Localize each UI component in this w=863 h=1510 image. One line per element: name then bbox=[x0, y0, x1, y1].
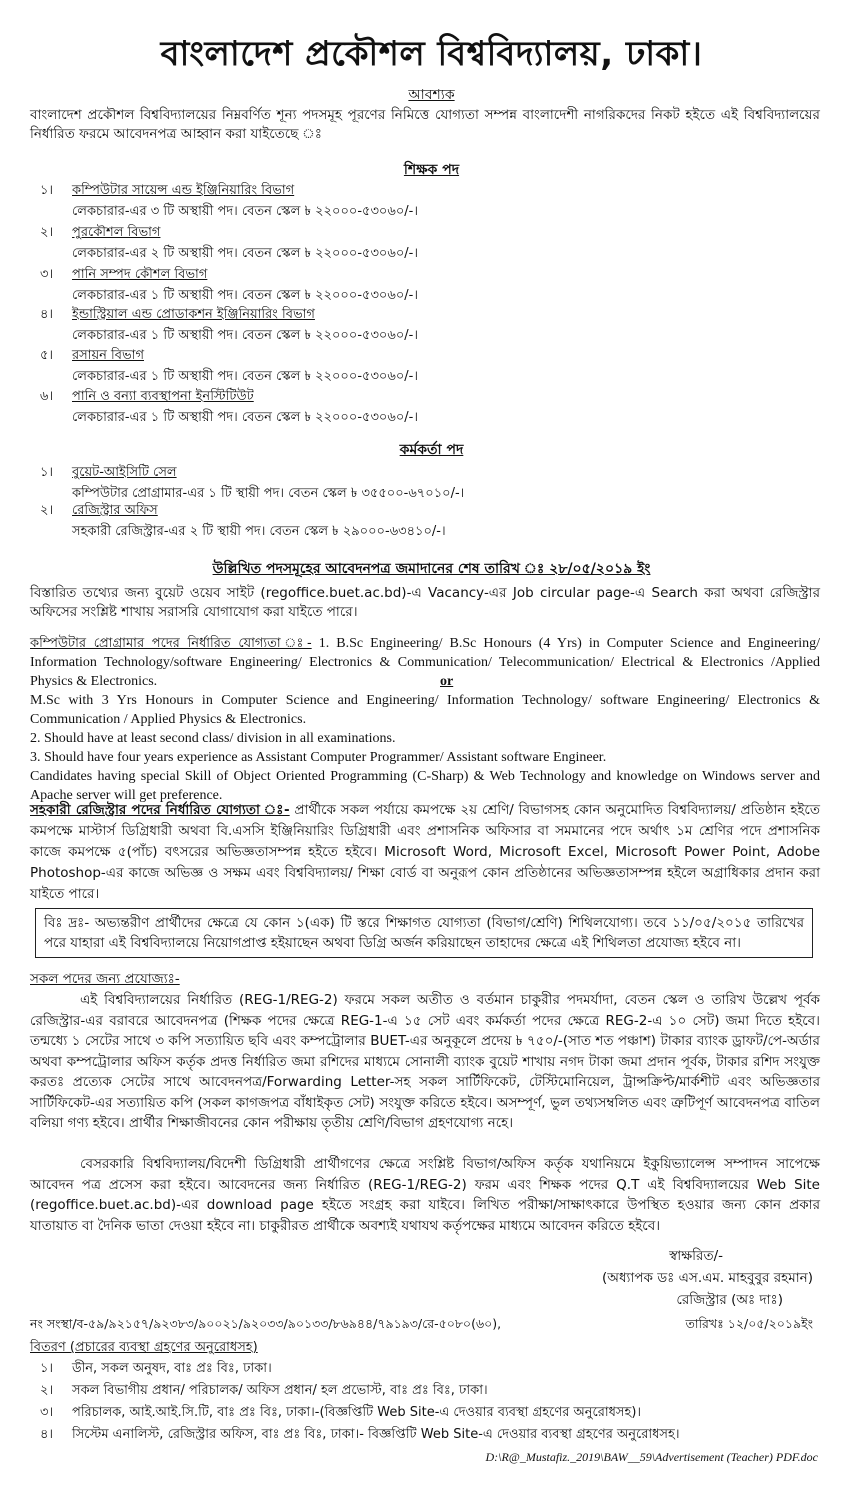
signatory-name: (অধ্যাপক ডঃ এস.এম. মাহবুবুর রহমান) bbox=[601, 1270, 813, 1286]
file-path: D:\R@_Mustafiz._2019\BAW__59\Advertisement (Teacher) PDF.doc bbox=[485, 1450, 818, 1464]
applicable-heading: সকল পদের জন্য প্রযোজ্যঃ- bbox=[30, 971, 180, 987]
programmer-qual-label: কম্পিউটার প্রোগ্রামার পদের নির্ধারিত যোগ্যতা ঃ- bbox=[30, 636, 312, 651]
signed-label: স্বাক্ষরিত/- bbox=[669, 1248, 723, 1264]
teacher-item: ৩। পানি সম্পদ কৌশল বিভাগ লেকচারার-এর ১ টি অস্থায়ী পদ। বেতন স্কেল ৳ ২২০০০-৫৩০৬০/-। bbox=[40, 267, 418, 303]
officer-item: ২। রেজিস্ট্রার অফিস সহকারী রেজিস্ট্রার-এর ২ টি স্থায়ী পদ। বেতন স্কেল ৳ ২৯০০০-৬৩৪১০/-। bbox=[40, 503, 446, 539]
officer-section-heading: কর্মকর্তা পদ bbox=[399, 442, 464, 458]
or-label: or bbox=[440, 674, 454, 689]
programmer-qualification: কম্পিউটার প্রোগ্রামার পদের নির্ধারিত যোগ্যতা ঃ- 1. B.Sc Engineering/ B.Sc Honours (4 Yrs) in Computer Science and Engineering/ Information Technology/software Engineering/ Electronics & Communication/ Telecommunication/ Electrical & Electronics /Applied Physics & Electronics. or M.Sc with 3 Yrs Honours in Computer Science and Engineering/ Information Technology/ software Engineering/ Electronics & Communication / Applied Physics & Electronics. 2. Should have at least second class/ division in all examinations. 3. Should have four years experience as Assistant Computer Programmer/ Assistant software Engineer. Candidates having special Skill of Object Oriented Programming (C-Sharp) & Web Technology and knowledge on Windows server and Apache server will get preference. bbox=[30, 636, 821, 803]
applicable-paragraph-1: এই বিশ্ববিদ্যালয়ের নির্ধারিত (REG-1/REG-2) ফরমে সকল অতীত ও বর্তমান চাকুরীর পদমর্যাদা, বেতন স্কেল ও তারিখ উল্লেখ পূর্বক রেজিস্ট্রার-এর বরাবরে আবেদনপত্র (শিক্ষক পদের ক্ষেত্রে REG-1-এ ১৫ সেট এবং কর্মকর্তা পদের ক্ষেত্রে REG-2-এ ১০ সেট) জমা দিতে হইবে। তন্মধ্যে ১ সেটের সাথে ৩ কপি সত্যায়িত ছবি এবং কম্পট্রোলার BUET-এর অনুকূলে প্রদেয় ৳ ৭৫০/-(সাত শত পঞ্চাশ) টাকার ব্যাংক ড্রাফট/পে-অর্ডার অথবা কম্পট্রোলার অফিস কর্তৃক প্রদত্ত নির্ধারিত জমা রশিদের মাধ্যমে সোনালী ব্যাংক বুয়েট শাখায় নগদ টাকা জমা প্রদান পূর্বক, টাকার রশিদ সংযুক্ত করতঃ প্রত্যেক সেটের সাথে আবেদনপত্র/Forwarding Letter-সহ সকল সার্টিফিকেট, টেস্টিমোনিয়েল, ট্রান্সক্রিপ্ট/মার্কশীট এবং অভিজ্ঞতার সার্টিফিকেট-এর সত্যায়িত কপি (সকল কাগজপত্র বাঁধাইকৃত সেট) সংযুক্ত করিতে হইবে। অসম্পূর্ণ, ভুল তথ্যসম্বলিত এবং ত্রুটিপূর্ণ আবেদনপত্র বাতিল বলিয়া গণ্য হইবে। প্রার্থীর শিক্ষাজীবনের কোন পরীক্ষায় তৃতীয় শ্রেণি/বিভাগ গ্রহণযোগ্য নহে। bbox=[30, 992, 820, 1131]
applicable-paragraph-2: বেসরকারি বিশ্ববিদ্যালয়/বিদেশী ডিগ্রিধারী প্রার্থীগণের ক্ষেত্রে সংশ্লিষ্ট বিভাগ/অফিস কর্তৃক যথানিয়মে ইকুয়িভ্যালেন্স সম্পাদন সাপেক্ষে আবেদন পত্র প্রসেস করা হইবে। আবেদনের জন্য নির্ধারিত (REG-1/REG-2) ফরম এবং শিক্ষক পদের Q.T এই বিশ্ববিদ্যালয়ের Web Site (regoffice.buet.ac.bd)-এর download page হইতে সংগ্রহ করা যাইবে। লিখিত পরীক্ষা/সাক্ষাৎকারে উপস্থিত হওয়ার জন্য কোন প্রকার যাতায়াত বা দৈনিক ভাতা দেওয়া হইবে না। চাকুরীরত প্রার্থীকে অবশ্যই যথাযথ কর্তৃপক্ষের মাধ্যমে আবেদন করিতে হইবে। bbox=[30, 1156, 820, 1234]
asst-registrar-qualification: সহকারী রেজিস্ট্রার পদের নির্ধারিত যোগ্যতা ঃ- প্রার্থীকে সকল পর্যায়ে কমপক্ষে ২য় শ্রেণি/ বিভাগসহ কোন অনুমোদিত বিশ্ববিদ্যালয়/ প্রতিষ্ঠান হইতে কমপক্ষে মাস্টার্স ডিগ্রিধারী অথবা বি.এসসি ইঞ্জিনিয়ারিং ডিগ্রিধারী এবং প্রশাসনিক অফিসার বা সমমানের পদে অর্থাৎ ১ম শ্রেণির পদে প্রশাসনিক কাজে কমপক্ষে ৫(পাঁচ) বৎসরের অভিজ্ঞতাসম্পন্ন হইতে হইবে। Microsoft Word, Microsoft Excel, Microsoft Power Point, Adobe Photoshop-এর কাজে অভিজ্ঞ ও সক্ষম এবং বিশ্ববিদ্যালয়/ শিক্ষা বোর্ড বা অনুরূপ কোন প্রতিষ্ঠানের অভিজ্ঞতাসম্পন্ন হইলে অগ্রাধিকার প্রদান করা যাইতে পারে। bbox=[30, 802, 820, 902]
memo-number: নং সংস্থা/ব-৫৯/৯২১৫৭/৯২৩৮৩/৯০০২১/৯২০৩৩/৯০১৩৩/৮৬৯৪৪/৭৯১৯৩/রে-৫০৮০(৬০), bbox=[30, 1316, 502, 1331]
memo-date: তারিখঃ ১২/০৫/২০১৯ইং bbox=[685, 1316, 813, 1331]
deadline: উল্লিখিত পদসমূহের আবেদনপত্র জমাদানের শেষ তারিখ ঃ ২৮/০৫/২০১৯ ইং bbox=[212, 561, 651, 577]
asst-registrar-qual-label: সহকারী রেজিস্ট্রার পদের নির্ধারিত যোগ্যতা ঃ- bbox=[30, 802, 290, 818]
distribution-item: ১। ডীন, সকল অনুষদ, বাঃ প্রঃ বিঃ, ঢাকা। bbox=[40, 1361, 272, 1376]
teacher-item: ২। পুরকৌশল বিভাগ লেকচারার-এর ২ টি অস্থায়ী পদ। বেতন স্কেল ৳ ২২০০০-৫৩০৬০/-। bbox=[40, 225, 419, 261]
teacher-item: ৬। পানি ও বন্যা ব্যবস্থাপনা ইনস্টিটিউট লেকচারার-এর ১ টি অস্থায়ী পদ। বেতন স্কেল ৳ ২২০০০-৫৩০৬০/-। bbox=[40, 389, 418, 425]
teacher-item: ৫। রসায়ন বিভাগ লেকচারার-এর ১ টি অস্থায়ী পদ। বেতন স্কেল ৳ ২২০০০-৫৩০৬০/-। bbox=[40, 348, 418, 384]
note-box: বিঃ দ্রঃ- অভ্যন্তরীণ প্রার্থীদের ক্ষেত্রে যে কোন ১(এক) টি স্তরে শিক্ষাগত যোগ্যতা (বিভাগ/শ্রেণি) শিথিলযোগ্য। তবে ১১/০৫/২০১৫ তারিখের পরে যাহারা এই বিশ্ববিদ্যালয়ে নিয়োগপ্রাপ্ত হইয়াছেন অথবা ডিগ্রি অর্জন করিয়াছেন তাহাদের ক্ষেত্রে এই শিথিলতা প্রযোজ্য হইবে না। bbox=[35, 908, 813, 958]
page-title: বাংলাদেশ প্রকৌশল বিশ্ববিদ্যালয়, ঢাকা। bbox=[160, 34, 703, 74]
teacher-section-heading: শিক্ষক পদ bbox=[403, 162, 460, 178]
teacher-item: ৪। ইন্ডাস্ট্রিয়াল এন্ড প্রোডাকশন ইঞ্জিনিয়ারিং বিভাগ লেকচারার-এর ১ টি অস্থায়ী পদ। বেতন স্কেল ৳ ২২০০০-৫৩০৬০/-। bbox=[40, 307, 418, 343]
distribution-heading: বিতরণ (প্রচারের ব্যবস্থা গ্রহণের অনুরোধসহ) bbox=[30, 1340, 258, 1355]
signatory-title: রেজিস্ট্রার (অঃ দাঃ) bbox=[676, 1292, 783, 1308]
distribution-item: ৩। পরিচালক, আই.আই.সি.টি, বাঃ প্রঃ বিঃ, ঢাকা।-(বিজ্ঞপ্তিটি Web Site-এ দেওয়ার ব্যবস্থা গ্রহণের অনুরোধসহ)। bbox=[40, 1405, 642, 1420]
subtitle: আবশ্যক bbox=[408, 87, 455, 103]
details-paragraph: বিস্তারিত তথ্যের জন্য বুয়েট ওয়েব সাইট (regoffice.buet.ac.bd)-এ Vacancy-এর Job circular page-এ Search করা অথবা রেজিস্ট্রার অফিসের সংশ্লিষ্ট শাখায় সরাসরি যোগাযোগ করা যাইতে পারে। bbox=[30, 585, 820, 620]
signature-block bbox=[602, 1245, 813, 1311]
officer-item: ১। বুয়েট-আইসিটি সেল কম্পিউটার প্রোগ্রামার-এর ১ টি স্থায়ী পদ। বেতন স্কেল ৳ ৩৫৫০০-৬৭০১০/-। bbox=[40, 465, 465, 501]
distribution-item: ৪। সিস্টেম এনালিস্ট, রেজিস্ট্রার অফিস, বাঃ প্রঃ বিঃ, ঢাকা।- বিজ্ঞপ্তিটি Web Site-এ দেওয়ার ব্যবস্থা গ্রহণের অনুরোধসহ। bbox=[40, 1427, 680, 1442]
distribution-item: ২। সকল বিভাগীয় প্রধান/ পরিচালক/ অফিস প্রধান/ হল প্রভোস্ট, বাঃ প্রঃ বিঃ, ঢাকা। bbox=[40, 1383, 488, 1398]
intro-paragraph: বাংলাদেশ প্রকৌশল বিশ্ববিদ্যালয়ের নিম্নবর্ণিত শূন্য পদসমূহ পূরণের নিমিত্তে যোগ্যতা সম্পন্ন বাংলাদেশী নাগরিকদের নিকট হইতে এই বিশ্ববিদ্যালয়ের নির্ধারিত ফরমে আবেদনপত্র আহ্বান করা যাইতেছে ঃ bbox=[30, 107, 820, 142]
teacher-item: ১। কম্পিউটার সায়েন্স এন্ড ইঞ্জিনিয়ারিং বিভাগ লেকচারার-এর ৩ টি অস্থায়ী পদ। বেতন স্কেল ৳ ২২০০০-৫৩০৬০/-। bbox=[40, 183, 419, 219]
